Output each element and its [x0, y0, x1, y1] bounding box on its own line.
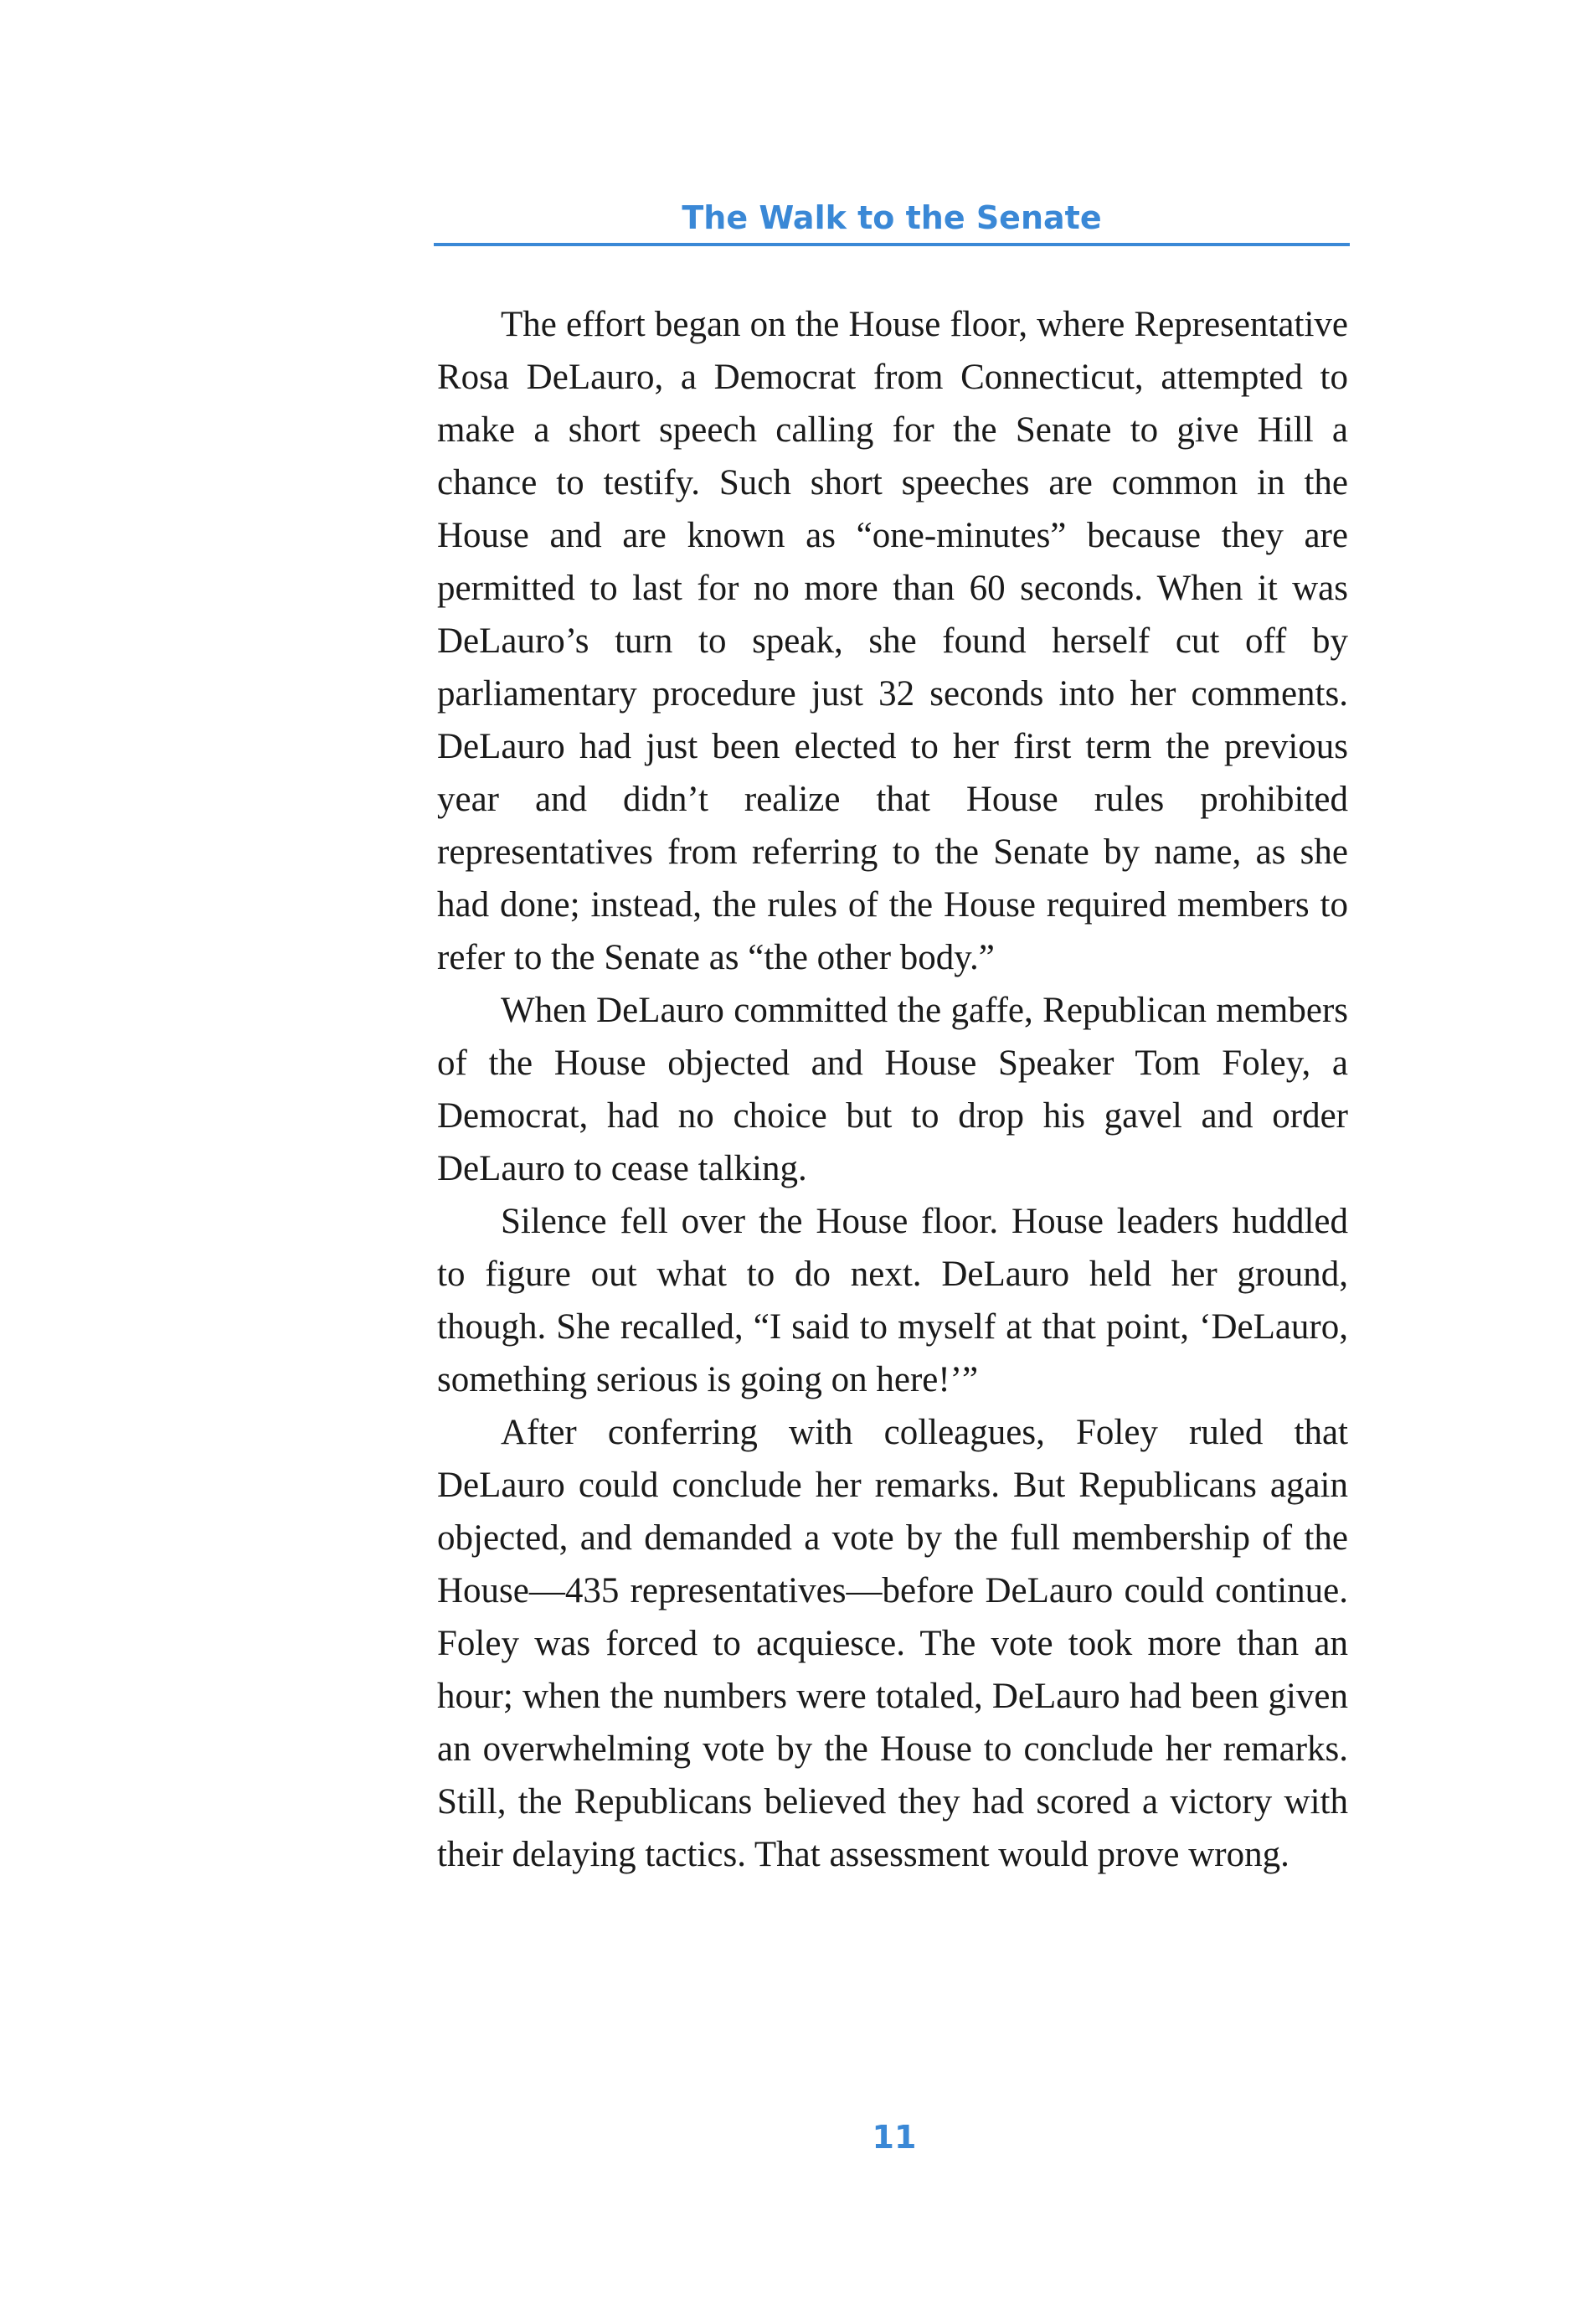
paragraph-4: After conferring with colleagues, Foley ruled that DeLauro could conclude her remarks. But Republicans again objected, and demanded a vote by the full membership of the House—435 representatives—before DeLauro could continue. Foley was forced to acquiesce. The vote took more than an hour; when the numbers were totaled, DeLauro had been given an overwhelming vote by the House to conclude her remarks. Still, the Republicans believed they had scored a victory with their delaying tactics. That assessment would prove wrong.	[437, 1413, 1348, 1874]
page-number: 11	[872, 2119, 917, 2156]
paragraph-1: The effort began on the House floor, where Representative Rosa DeLauro, a Democrat from Connecticut, attempted to make a short speech calling for the Senate to give Hill a chance to testify. Such short speeches are common in the House and are known as “one-minutes” because they are permitted to last for no more than 60 seconds. When it was DeLauro’s turn to speak, she found herself cut off by parliamentary procedure just 32 seconds into her comments. DeLauro had just been elected to her first term the previous year and didn’t realize that House rules prohibited representatives from referring to the Senate by name, as she had done; instead, the rules of the House required members to refer to the Senate as “the other body.”	[437, 305, 1348, 977]
paragraph-3: Silence fell over the House floor. House leaders huddled to figure out what to do next. DeLauro held her ground, though. She recalled, “I said to myself at that point, ‘DeLauro, something serious is going on here!’”	[437, 1202, 1348, 1399]
header-rule	[434, 243, 1350, 246]
running-head-title: The Walk to the Senate	[682, 199, 1102, 236]
body-text	[437, 298, 1348, 1881]
paragraph-2: When DeLauro committed the gaffe, Republican members of the House objected and House Speaker Tom Foley, a Democrat, had no choice but to drop his gavel and order DeLauro to cease talking.	[437, 991, 1348, 1188]
